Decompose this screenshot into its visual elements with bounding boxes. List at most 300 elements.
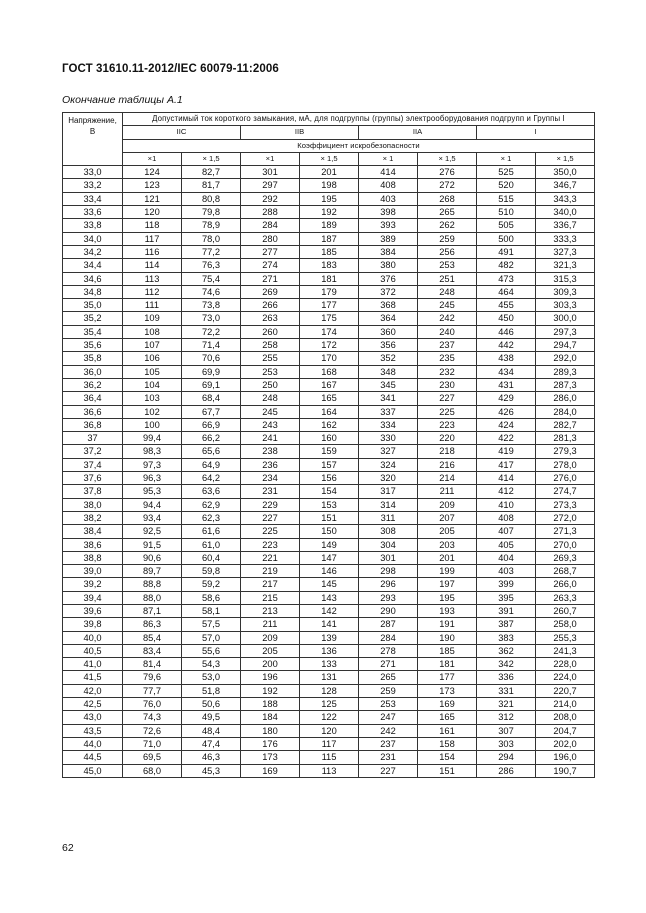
current-cell: 258: [241, 339, 300, 352]
table-row: [63, 405, 595, 418]
current-cell: 114: [123, 259, 182, 272]
current-cell: 290: [359, 604, 418, 617]
current-cell: 213: [241, 604, 300, 617]
current-cell: 321: [477, 698, 536, 711]
current-cell: 158: [418, 737, 477, 750]
current-cell: 197: [418, 578, 477, 591]
current-cell: 113: [300, 764, 359, 777]
current-cell: 391: [477, 604, 536, 617]
current-cell: 62,9: [182, 498, 241, 511]
current-cell: 247: [359, 711, 418, 724]
current-cell: 315,3: [536, 272, 595, 285]
group-header-iib: IIВ: [241, 126, 359, 139]
table-row: [63, 472, 595, 485]
current-cell: 301: [241, 166, 300, 179]
current-table: [62, 112, 595, 778]
current-cell: 165: [418, 711, 477, 724]
current-cell: 72,2: [182, 325, 241, 338]
current-cell: 491: [477, 245, 536, 258]
current-cell: 188: [241, 698, 300, 711]
document-header: ГОСТ 31610.11-2012/IEC 60079-11:2006: [62, 63, 279, 75]
table-row: [63, 285, 595, 298]
current-cell: 259: [418, 232, 477, 245]
voltage-cell: 38,2: [63, 511, 123, 524]
current-cell: 161: [418, 724, 477, 737]
current-cell: 121: [123, 192, 182, 205]
voltage-cell: 41,5: [63, 671, 123, 684]
voltage-cell: 34,6: [63, 272, 123, 285]
table-row: [63, 232, 595, 245]
current-cell: 248: [241, 392, 300, 405]
current-cell: 91,5: [123, 538, 182, 551]
current-cell: 368: [359, 299, 418, 312]
current-cell: 284: [359, 631, 418, 644]
current-cell: 196,0: [536, 751, 595, 764]
current-cell: 164: [300, 405, 359, 418]
current-cell: 398: [359, 206, 418, 219]
current-cell: 271,3: [536, 525, 595, 538]
current-cell: 88,0: [123, 591, 182, 604]
current-cell: 403: [477, 565, 536, 578]
current-cell: 66,9: [182, 418, 241, 431]
current-cell: 78,9: [182, 219, 241, 232]
current-cell: 74,6: [182, 285, 241, 298]
current-cell: 216: [418, 458, 477, 471]
current-cell: 327: [359, 445, 418, 458]
table-row: [63, 578, 595, 591]
current-cell: 227: [241, 511, 300, 524]
current-cell: 515: [477, 192, 536, 205]
current-cell: 280: [241, 232, 300, 245]
current-cell: 414: [477, 472, 536, 485]
current-cell: 149: [300, 538, 359, 551]
current-cell: 376: [359, 272, 418, 285]
current-cell: 296: [359, 578, 418, 591]
current-cell: 123: [123, 179, 182, 192]
current-cell: 429: [477, 392, 536, 405]
current-cell: 104: [123, 378, 182, 391]
current-cell: 266: [241, 299, 300, 312]
current-span-header: Допустимый ток короткого замыкания, мА, для подгруппы (группы) электрооборудования подгрупп и Группы I: [123, 113, 595, 126]
current-cell: 162: [300, 418, 359, 431]
current-cell: 253: [418, 259, 477, 272]
current-cell: 215: [241, 591, 300, 604]
current-cell: 45,3: [182, 764, 241, 777]
factor-header: × 1: [477, 152, 536, 165]
current-cell: 383: [477, 631, 536, 644]
table-row: [63, 365, 595, 378]
current-cell: 207: [418, 511, 477, 524]
group-header-iic: IIС: [123, 126, 241, 139]
current-cell: 333,3: [536, 232, 595, 245]
current-cell: 268,7: [536, 565, 595, 578]
current-cell: 356: [359, 339, 418, 352]
current-cell: 342: [477, 658, 536, 671]
current-cell: 113: [123, 272, 182, 285]
voltage-cell: 35,0: [63, 299, 123, 312]
voltage-cell: 43,5: [63, 724, 123, 737]
factor-header: × 1,5: [418, 152, 477, 165]
voltage-cell: 37: [63, 432, 123, 445]
current-cell: 118: [123, 219, 182, 232]
current-cell: 177: [300, 299, 359, 312]
table-row: [63, 724, 595, 737]
current-cell: 125: [300, 698, 359, 711]
voltage-cell: 43,0: [63, 711, 123, 724]
table-row: [63, 378, 595, 391]
voltage-cell: 40,0: [63, 631, 123, 644]
current-cell: 403: [359, 192, 418, 205]
current-cell: 393: [359, 219, 418, 232]
voltage-cell: 33,4: [63, 192, 123, 205]
table-body: [63, 166, 595, 778]
current-cell: 266,0: [536, 578, 595, 591]
table-row: [63, 166, 595, 179]
current-cell: 219: [241, 565, 300, 578]
current-cell: 446: [477, 325, 536, 338]
table-row: [63, 698, 595, 711]
voltage-cell: 35,2: [63, 312, 123, 325]
voltage-cell: 34,0: [63, 232, 123, 245]
current-cell: 288: [241, 206, 300, 219]
voltage-cell: 34,4: [63, 259, 123, 272]
current-cell: 190,7: [536, 764, 595, 777]
table-row: [63, 418, 595, 431]
current-cell: 292,0: [536, 352, 595, 365]
current-cell: 124: [123, 166, 182, 179]
current-cell: 387: [477, 618, 536, 631]
current-cell: 336,7: [536, 219, 595, 232]
current-cell: 211: [241, 618, 300, 631]
current-cell: 276: [418, 166, 477, 179]
current-cell: 187: [300, 232, 359, 245]
current-cell: 172: [300, 339, 359, 352]
current-cell: 227: [359, 764, 418, 777]
current-cell: 57,0: [182, 631, 241, 644]
current-cell: 109: [123, 312, 182, 325]
current-cell: 100: [123, 418, 182, 431]
current-cell: 405: [477, 538, 536, 551]
table-caption: Окончание таблицы А.1: [62, 94, 183, 106]
table-row: [63, 192, 595, 205]
current-cell: 196: [241, 671, 300, 684]
current-cell: 92,5: [123, 525, 182, 538]
current-cell: 270,0: [536, 538, 595, 551]
current-cell: 286: [477, 764, 536, 777]
current-cell: 229: [241, 498, 300, 511]
table-row: [63, 339, 595, 352]
current-cell: 122: [300, 711, 359, 724]
table-row: [63, 511, 595, 524]
coefficient-header: Коэффициент искробезопасности: [123, 139, 595, 152]
current-cell: 179: [300, 285, 359, 298]
current-cell: 111: [123, 299, 182, 312]
current-cell: 201: [418, 551, 477, 564]
current-cell: 61,6: [182, 525, 241, 538]
current-cell: 141: [300, 618, 359, 631]
current-cell: 192: [300, 206, 359, 219]
current-cell: 241: [241, 432, 300, 445]
current-cell: 99,4: [123, 432, 182, 445]
voltage-cell: 36,4: [63, 392, 123, 405]
current-cell: 265: [418, 206, 477, 219]
current-cell: 414: [359, 166, 418, 179]
voltage-cell: 42,0: [63, 684, 123, 697]
current-cell: 473: [477, 272, 536, 285]
current-cell: 289,3: [536, 365, 595, 378]
current-cell: 307: [477, 724, 536, 737]
voltage-cell: 33,2: [63, 179, 123, 192]
current-cell: 102: [123, 405, 182, 418]
current-cell: 146: [300, 565, 359, 578]
current-cell: 108: [123, 325, 182, 338]
current-cell: 89,7: [123, 565, 182, 578]
current-cell: 260: [241, 325, 300, 338]
current-cell: 53,0: [182, 671, 241, 684]
current-cell: 237: [418, 339, 477, 352]
current-cell: 185: [418, 644, 477, 657]
current-cell: 230: [418, 378, 477, 391]
current-cell: 81,7: [182, 179, 241, 192]
current-cell: 343,3: [536, 192, 595, 205]
voltage-cell: 37,8: [63, 485, 123, 498]
current-cell: 324: [359, 458, 418, 471]
current-cell: 57,5: [182, 618, 241, 631]
current-cell: 314: [359, 498, 418, 511]
voltage-cell: 33,6: [63, 206, 123, 219]
page-number: 62: [62, 842, 74, 854]
current-cell: 170: [300, 352, 359, 365]
current-cell: 81,4: [123, 658, 182, 671]
table-row: [63, 485, 595, 498]
current-cell: 59,8: [182, 565, 241, 578]
table-row: [63, 352, 595, 365]
current-cell: 139: [300, 631, 359, 644]
table-row: [63, 631, 595, 644]
current-cell: 407: [477, 525, 536, 538]
current-cell: 225: [241, 525, 300, 538]
group-header-i: I: [477, 126, 595, 139]
current-cell: 181: [418, 658, 477, 671]
current-cell: 412: [477, 485, 536, 498]
current-cell: 169: [418, 698, 477, 711]
current-cell: 157: [300, 458, 359, 471]
current-cell: 189: [300, 219, 359, 232]
current-cell: 269: [241, 285, 300, 298]
current-cell: 208,0: [536, 711, 595, 724]
table-row: [63, 711, 595, 724]
factor-header: × 1,5: [182, 152, 241, 165]
current-cell: 255: [241, 352, 300, 365]
current-cell: 184: [241, 711, 300, 724]
current-cell: 450: [477, 312, 536, 325]
voltage-cell: 41,0: [63, 658, 123, 671]
current-cell: 131: [300, 671, 359, 684]
current-cell: 55,6: [182, 644, 241, 657]
current-cell: 303: [477, 737, 536, 750]
voltage-column-header: Напряжение, В: [63, 113, 123, 166]
current-cell: 242: [418, 312, 477, 325]
current-cell: 308: [359, 525, 418, 538]
current-cell: 228,0: [536, 658, 595, 671]
current-cell: 54,3: [182, 658, 241, 671]
table-row: [63, 644, 595, 657]
voltage-cell: 36,2: [63, 378, 123, 391]
current-cell: 311: [359, 511, 418, 524]
current-cell: 500: [477, 232, 536, 245]
voltage-cell: 44,0: [63, 737, 123, 750]
current-cell: 133: [300, 658, 359, 671]
current-cell: 520: [477, 179, 536, 192]
voltage-cell: 34,2: [63, 245, 123, 258]
current-cell: 221: [241, 551, 300, 564]
factor-header: × 1,5: [536, 152, 595, 165]
current-cell: 200: [241, 658, 300, 671]
current-cell: 274,7: [536, 485, 595, 498]
current-cell: 192: [241, 684, 300, 697]
current-cell: 176: [241, 737, 300, 750]
voltage-cell: 39,6: [63, 604, 123, 617]
current-cell: 297,3: [536, 325, 595, 338]
current-cell: 74,3: [123, 711, 182, 724]
voltage-cell: 36,6: [63, 405, 123, 418]
voltage-cell: 37,4: [63, 458, 123, 471]
current-cell: 58,6: [182, 591, 241, 604]
current-cell: 82,7: [182, 166, 241, 179]
current-cell: 255,3: [536, 631, 595, 644]
current-cell: 455: [477, 299, 536, 312]
current-cell: 71,0: [123, 737, 182, 750]
voltage-cell: 44,5: [63, 751, 123, 764]
current-cell: 245: [418, 299, 477, 312]
current-cell: 68,0: [123, 764, 182, 777]
current-cell: 88,8: [123, 578, 182, 591]
current-cell: 298: [359, 565, 418, 578]
voltage-cell: 39,4: [63, 591, 123, 604]
current-cell: 312: [477, 711, 536, 724]
current-cell: 175: [300, 312, 359, 325]
table-row: [63, 684, 595, 697]
current-cell: 151: [418, 764, 477, 777]
current-cell: 211: [418, 485, 477, 498]
current-cell: 292: [241, 192, 300, 205]
current-cell: 404: [477, 551, 536, 564]
current-cell: 442: [477, 339, 536, 352]
current-cell: 286,0: [536, 392, 595, 405]
current-cell: 265: [359, 671, 418, 684]
current-cell: 204,7: [536, 724, 595, 737]
table-row: [63, 525, 595, 538]
current-cell: 297: [241, 179, 300, 192]
current-cell: 482: [477, 259, 536, 272]
current-cell: 199: [418, 565, 477, 578]
current-cell: 422: [477, 432, 536, 445]
voltage-cell: 37,6: [63, 472, 123, 485]
current-cell: 268: [418, 192, 477, 205]
current-cell: 72,6: [123, 724, 182, 737]
table-row: [63, 658, 595, 671]
voltage-cell: 40,5: [63, 644, 123, 657]
current-cell: 320: [359, 472, 418, 485]
current-cell: 185: [300, 245, 359, 258]
current-cell: 410: [477, 498, 536, 511]
current-cell: 115: [300, 751, 359, 764]
table-row: [63, 272, 595, 285]
current-cell: 193: [418, 604, 477, 617]
current-cell: 384: [359, 245, 418, 258]
current-cell: 63,6: [182, 485, 241, 498]
current-cell: 64,9: [182, 458, 241, 471]
current-cell: 293: [359, 591, 418, 604]
current-cell: 142: [300, 604, 359, 617]
current-cell: 96,3: [123, 472, 182, 485]
current-cell: 294: [477, 751, 536, 764]
factor-header: ×1: [123, 152, 182, 165]
table-row: [63, 498, 595, 511]
current-cell: 218: [418, 445, 477, 458]
current-cell: 464: [477, 285, 536, 298]
current-cell: 150: [300, 525, 359, 538]
current-cell: 251: [418, 272, 477, 285]
current-cell: 48,4: [182, 724, 241, 737]
current-cell: 287,3: [536, 378, 595, 391]
current-cell: 90,6: [123, 551, 182, 564]
table-row: [63, 432, 595, 445]
table-row: [63, 764, 595, 777]
voltage-cell: 45,0: [63, 764, 123, 777]
current-cell: 284: [241, 219, 300, 232]
current-cell: 346,7: [536, 179, 595, 192]
current-cell: 336: [477, 671, 536, 684]
current-cell: 389: [359, 232, 418, 245]
current-cell: 253: [359, 698, 418, 711]
current-cell: 330: [359, 432, 418, 445]
current-cell: 120: [123, 206, 182, 219]
current-cell: 362: [477, 644, 536, 657]
current-cell: 243: [241, 418, 300, 431]
current-cell: 58,1: [182, 604, 241, 617]
current-cell: 94,4: [123, 498, 182, 511]
table-row: [63, 325, 595, 338]
current-cell: 303,3: [536, 299, 595, 312]
current-cell: 147: [300, 551, 359, 564]
current-cell: 156: [300, 472, 359, 485]
current-cell: 341: [359, 392, 418, 405]
table-row: [63, 299, 595, 312]
current-cell: 49,5: [182, 711, 241, 724]
current-cell: 203: [418, 538, 477, 551]
current-cell: 438: [477, 352, 536, 365]
table-row: [63, 245, 595, 258]
current-cell: 271: [359, 658, 418, 671]
current-cell: 279,3: [536, 445, 595, 458]
current-cell: 214: [418, 472, 477, 485]
current-cell: 177: [418, 671, 477, 684]
current-cell: 168: [300, 365, 359, 378]
current-cell: 153: [300, 498, 359, 511]
current-cell: 159: [300, 445, 359, 458]
voltage-cell: 42,5: [63, 698, 123, 711]
current-cell: 83,4: [123, 644, 182, 657]
current-cell: 224,0: [536, 671, 595, 684]
current-cell: 75,4: [182, 272, 241, 285]
current-cell: 145: [300, 578, 359, 591]
current-cell: 154: [300, 485, 359, 498]
current-cell: 281,3: [536, 432, 595, 445]
current-cell: 198: [300, 179, 359, 192]
current-cell: 253: [241, 365, 300, 378]
current-cell: 337: [359, 405, 418, 418]
